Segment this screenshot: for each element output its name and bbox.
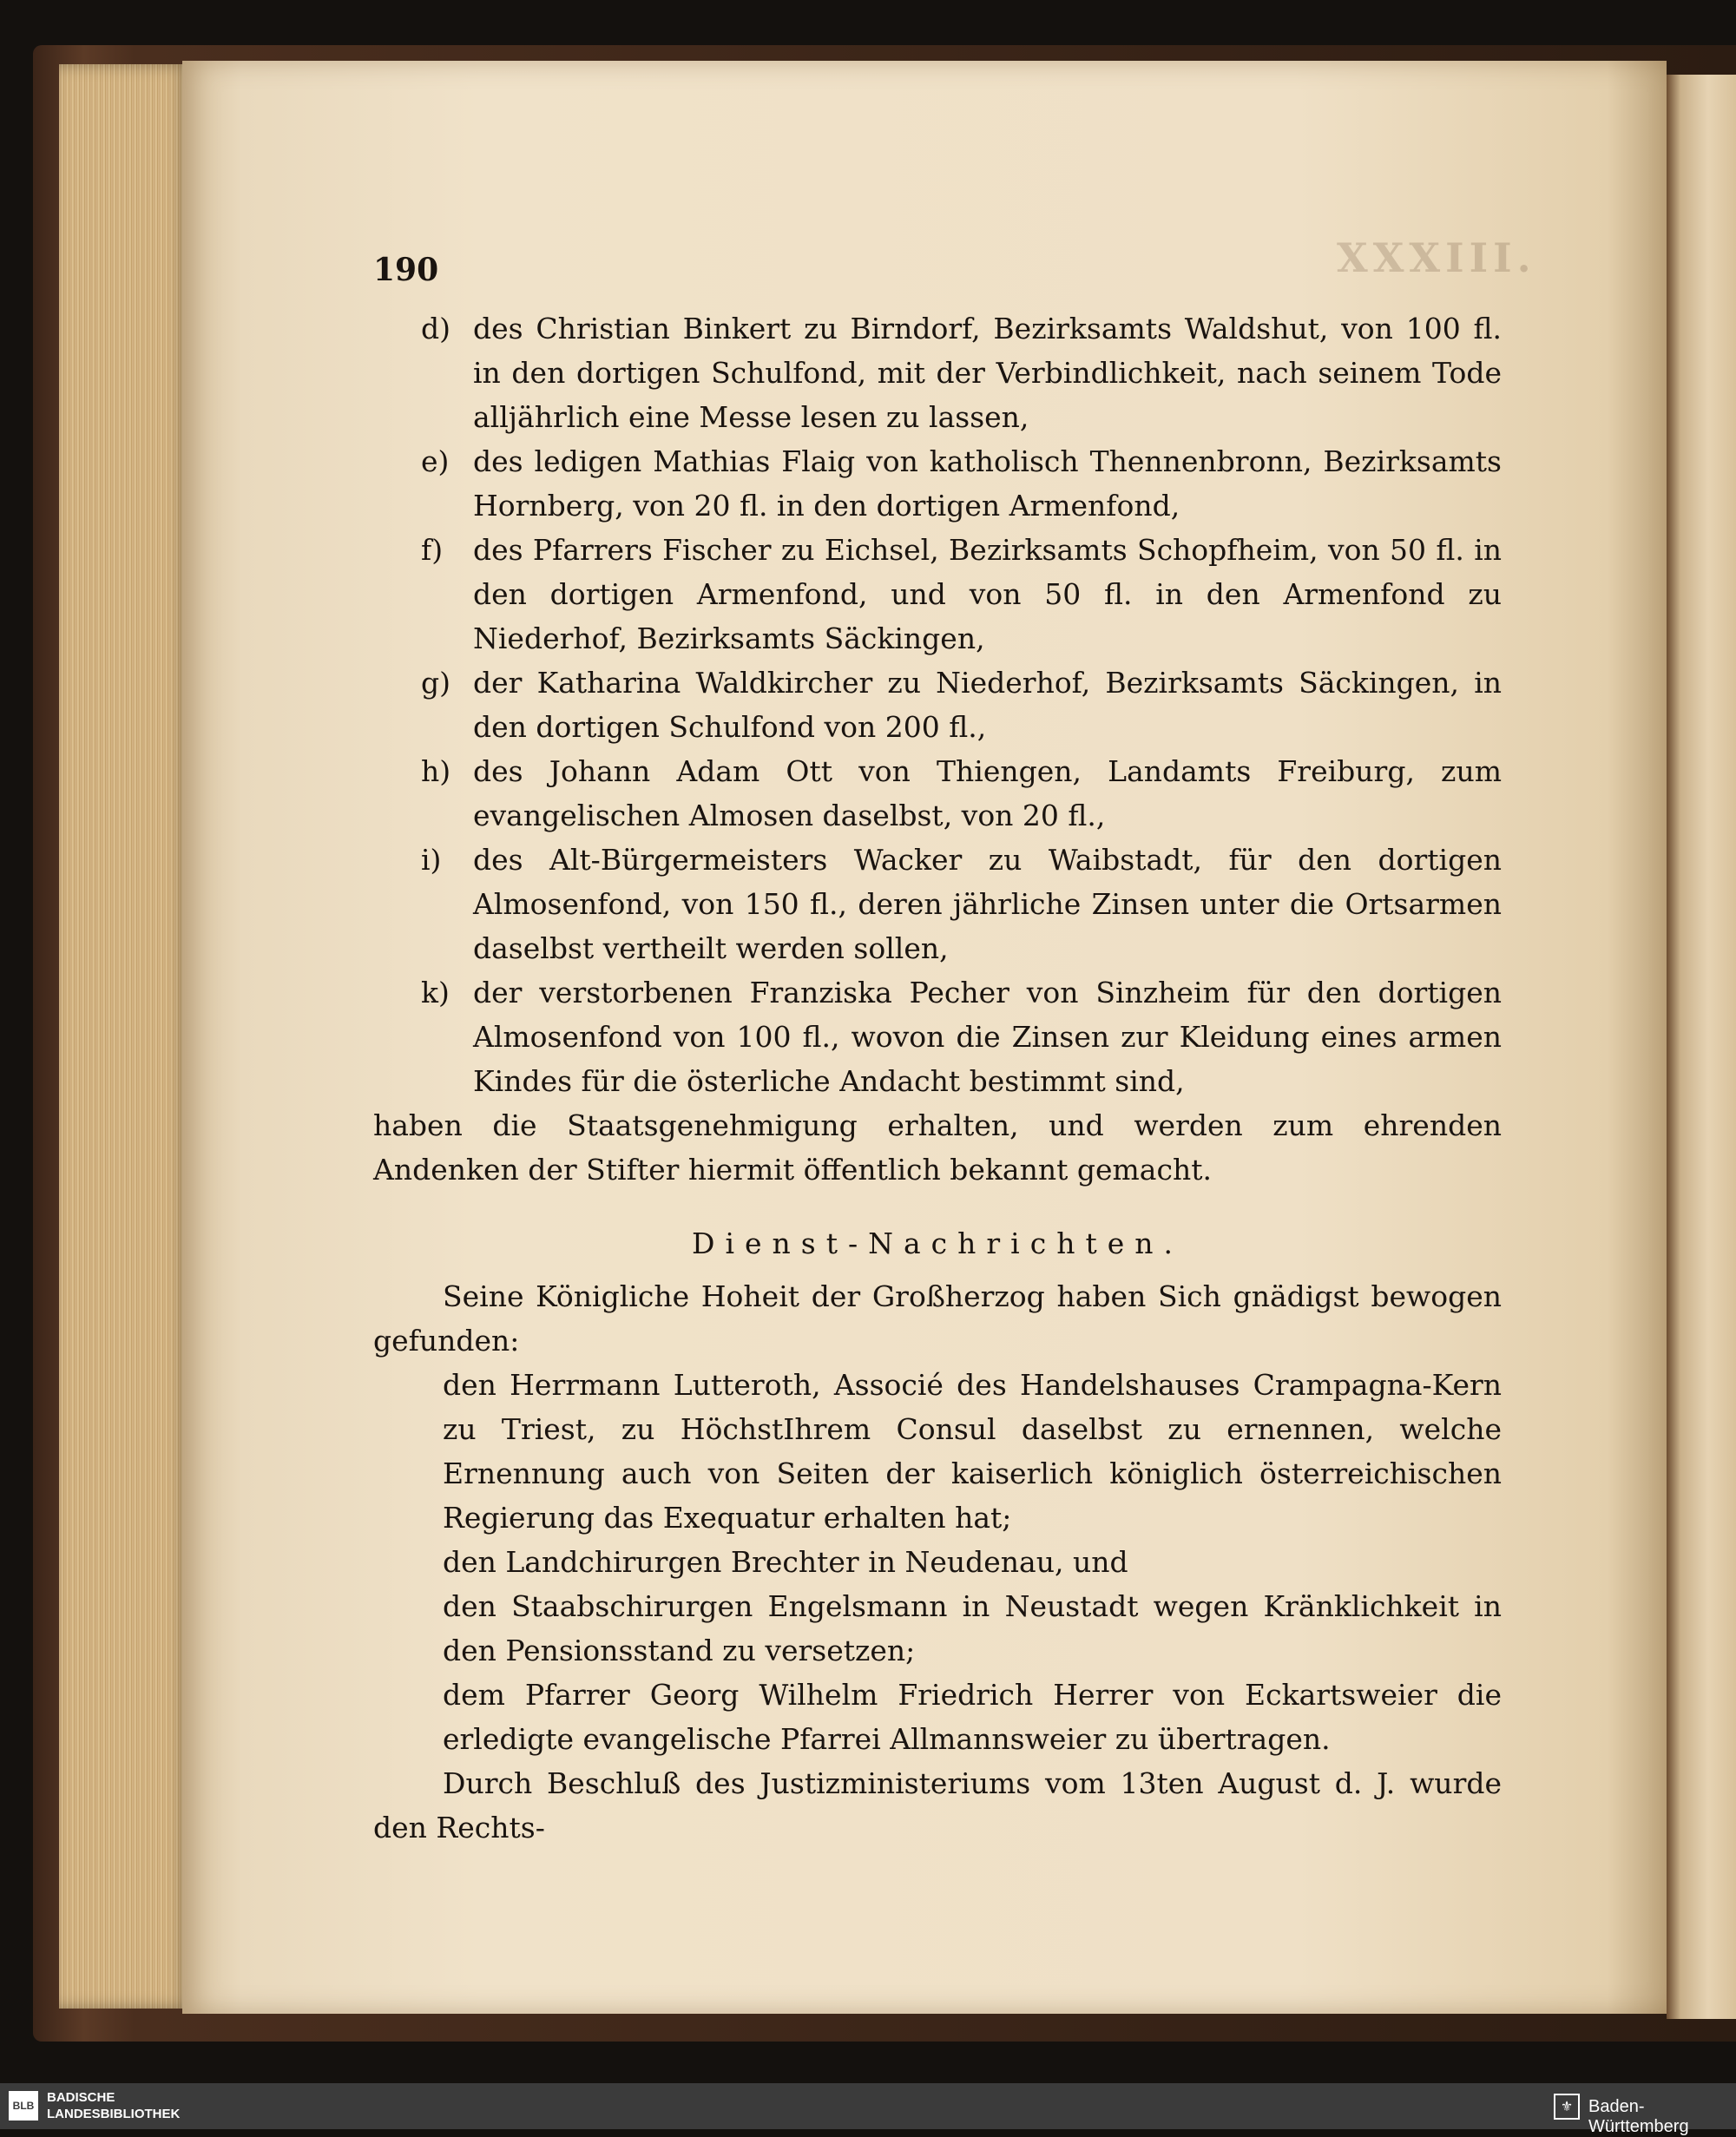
facing-page-edge bbox=[1667, 75, 1736, 2019]
page-number: 190 bbox=[373, 252, 439, 288]
state-name: Baden-Württemberg bbox=[1588, 2097, 1689, 2136]
item-label: g) bbox=[421, 666, 450, 700]
library-name bbox=[47, 2089, 180, 2122]
item-text: des Pfarrers Fischer zu Eichsel, Bezirksamts Schopfheim, von 50 fl. in den dortigen Armenfond, und von 50 fl. in den Armenfond zu Niederhof, Bezirksamts Säckingen, bbox=[473, 533, 1502, 655]
library-name-line1: BADISCHE bbox=[47, 2090, 115, 2105]
item-text: der Katharina Waldkircher zu Niederhof, Bezirksamts Säckingen, in den dortigen Schulfond von 200 fl., bbox=[473, 666, 1502, 744]
item-label: h) bbox=[421, 754, 451, 788]
item-label: f) bbox=[421, 533, 444, 567]
closing-paragraph: haben die Staatsgenehmigung erhalten, und werden zum ehrenden Andenken der Stifter hiermit öffentlich bekannt gemacht. bbox=[373, 1108, 1502, 1187]
item-text: des ledigen Mathias Flaig von katholisch Thennenbronn, Bezirksamts Hornberg, von 20 fl. in den dortigen Armenfond, bbox=[473, 444, 1502, 523]
blb-logo[interactable]: BLB bbox=[9, 2091, 38, 2121]
page-edges bbox=[59, 64, 189, 2009]
item-text: des Alt-Bürgermeisters Wacker zu Waibstadt, für den dortigen Almosenfond, von 150 fl., deren jährliche Zinsen unter die Ortsarmen daselbst vertheilt werden sollen, bbox=[473, 843, 1502, 965]
bleed-through-text: XXXIII. bbox=[1337, 234, 1536, 281]
state-coat-of-arms-icon[interactable]: ⚜ bbox=[1554, 2094, 1580, 2120]
item-text: der verstorbenen Franziska Pecher von Sinzheim für den dortigen Almosenfond von 100 fl., wovon die Zinsen zur Kleidung eines armen Kindes für die österliche Andacht bestimmt sind, bbox=[473, 976, 1502, 1098]
list-item bbox=[373, 528, 1502, 661]
library-name-line2: LANDESBIBLIOTHEK bbox=[47, 2107, 181, 2121]
list-item bbox=[373, 439, 1502, 528]
item-label: d) bbox=[421, 312, 450, 345]
item-label: e) bbox=[421, 444, 450, 478]
section-heading: Dienst-Nachrichten. bbox=[691, 1226, 1184, 1260]
footer-bar bbox=[0, 2083, 1736, 2136]
list-item bbox=[373, 306, 1502, 439]
page-text bbox=[373, 239, 1502, 1850]
last-line: Durch Beschluß des Justizministeriums vom 13ten August d. J. wurde den Rechts- bbox=[373, 1766, 1502, 1844]
decree-paragraph: den Herrmann Lutteroth, Associé des Handelshauses Crampagna-Kern zu Triest, zu HöchstIhrem Consul daselbst zu ernennen, welche Ernennung auch von Seiten der kaiserlich königlich österreichischen Regierung das Exequatur erhalten hat; bbox=[443, 1368, 1502, 1535]
item-label: i) bbox=[421, 843, 442, 877]
list-item bbox=[373, 749, 1502, 838]
decree-paragraph: dem Pfarrer Georg Wilhelm Friedrich Herrer von Eckartsweier die erledigte evangelische Pfarrei Allmannsweier zu übertragen. bbox=[443, 1678, 1502, 1756]
item-text: des Christian Binkert zu Birndorf, Bezirksamts Waldshut, von 100 fl. in den dortigen Schulfond, mit der Verbindlichkeit, nach seinem Tode alljährlich eine Messe lesen zu lassen, bbox=[473, 312, 1502, 434]
list-item bbox=[373, 661, 1502, 749]
intro-paragraph: Seine Königliche Hoheit der Großherzog haben Sich gnädigst bewogen gefunden: bbox=[373, 1279, 1502, 1358]
list-item bbox=[373, 970, 1502, 1103]
list-item bbox=[373, 838, 1502, 970]
decree-paragraph: den Landchirurgen Brechter in Neudenau, und bbox=[443, 1545, 1128, 1579]
endowment-list bbox=[373, 306, 1502, 1103]
item-text: des Johann Adam Ott von Thiengen, Landamts Freiburg, zum evangelischen Almosen daselbst, von 20 fl., bbox=[473, 754, 1502, 832]
decree-paragraph: den Staabschirurgen Engelsmann in Neustadt wegen Kränklichkeit in den Pensionsstand zu versetzen; bbox=[443, 1589, 1502, 1667]
item-label: k) bbox=[421, 976, 450, 1009]
